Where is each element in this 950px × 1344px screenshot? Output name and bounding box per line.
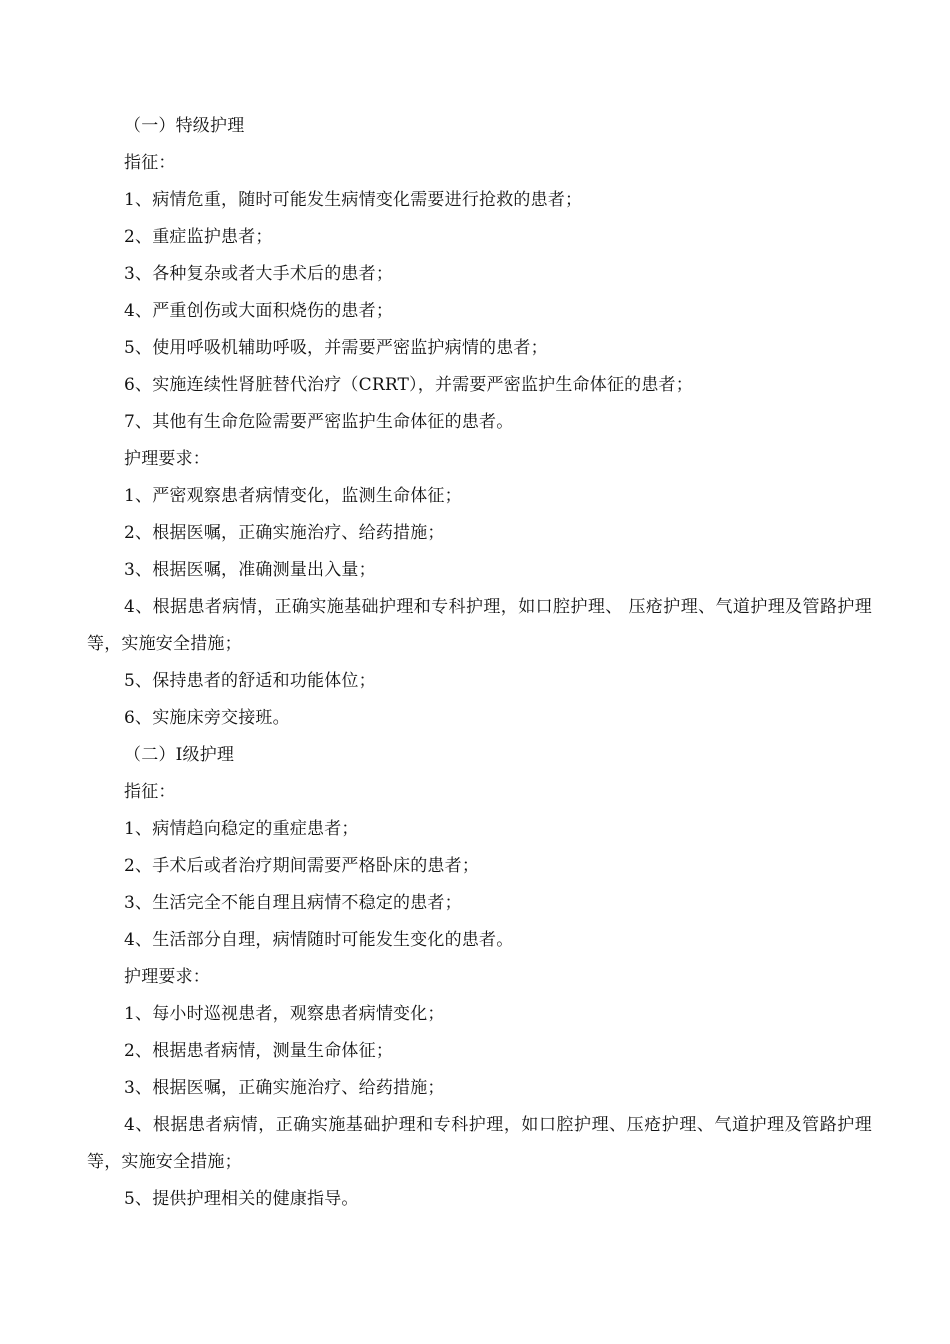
indication-item: 4、生活部分自理，病情随时可能发生变化的患者。 <box>124 930 514 950</box>
requirement-item: 2、根据患者病情，测量生命体征； <box>124 1041 394 1061</box>
requirements-label: 护理要求： <box>124 449 210 469</box>
section-heading-special-care: （一）特级护理 <box>124 116 245 136</box>
indication-item: 2、手术后或者治疗期间需要严格卧床的患者； <box>124 856 480 876</box>
indication-item: 2、重症监护患者； <box>124 227 273 247</box>
requirement-item: 1、每小时巡视患者，观察患者病情变化； <box>124 1004 445 1024</box>
requirement-item: 1、严密观察患者病情变化，监测生命体征； <box>124 486 462 506</box>
indications-label: 指征： <box>124 782 176 802</box>
requirement-item: 6、实施床旁交接班。 <box>124 708 290 728</box>
requirement-item: 4、根据患者病情，正确实施基础护理和专科护理，如口腔护理、压疮护理、气道护理及管路护理等，实施安全措施； <box>87 1115 872 1172</box>
indication-item: 6、实施连续性肾脏替代治疗（CRRT），并需要严密监护生命体征的患者； <box>124 375 693 395</box>
document-body <box>87 108 872 1218</box>
indication-item: 5、使用呼吸机辅助呼吸，并需要严密监护病情的患者； <box>124 338 548 358</box>
requirement-item: 3、根据医嘱，准确测量出入量； <box>124 560 376 580</box>
indication-item: 1、病情危重，随时可能发生病情变化需要进行抢救的患者； <box>124 190 583 210</box>
indications-label: 指征： <box>124 153 176 173</box>
section-heading-level-one-care: （二）Ⅰ级护理 <box>124 745 235 765</box>
indication-item: 3、生活完全不能自理且病情不稳定的患者； <box>124 893 462 913</box>
indication-item: 7、其他有生命危险需要严密监护生命体征的患者。 <box>124 412 514 432</box>
indication-item: 3、各种复杂或者大手术后的患者； <box>124 264 394 284</box>
requirement-item: 4、根据患者病情，正确实施基础护理和专科护理，如口腔护理、 压疮护理、气道护理及管路护理等，实施安全措施； <box>87 597 872 654</box>
requirement-item: 5、提供护理相关的健康指导。 <box>124 1189 359 1209</box>
requirements-label: 护理要求： <box>124 967 210 987</box>
requirement-item: 2、根据医嘱，正确实施治疗、给药措施； <box>124 523 445 543</box>
indication-item: 4、严重创伤或大面积烧伤的患者； <box>124 301 394 321</box>
requirement-item: 3、根据医嘱，正确实施治疗、给药措施； <box>124 1078 445 1098</box>
indication-item: 1、病情趋向稳定的重症患者； <box>124 819 359 839</box>
requirement-item: 5、保持患者的舒适和功能体位； <box>124 671 376 691</box>
